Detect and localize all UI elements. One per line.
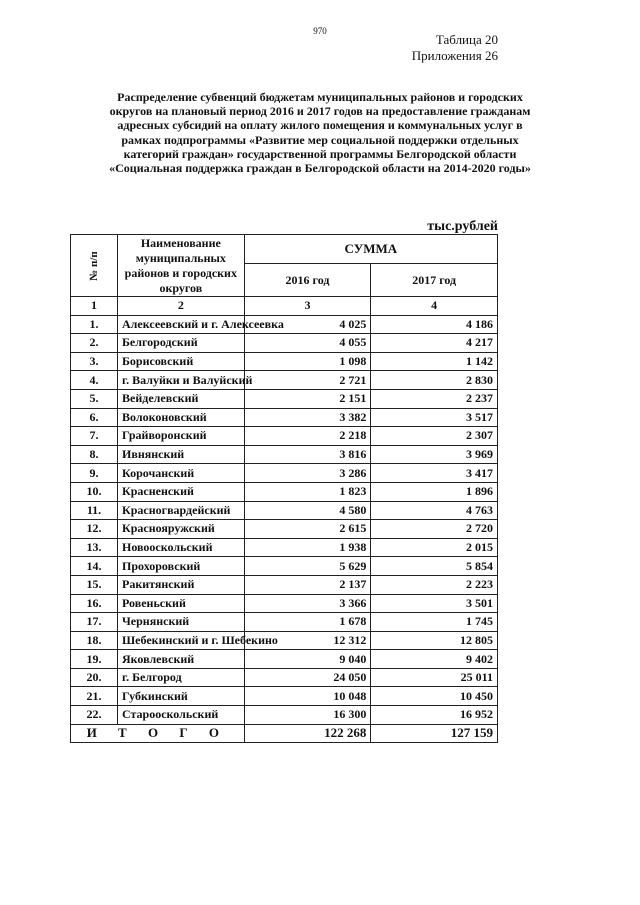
row-number: 5. bbox=[71, 389, 118, 408]
table-row bbox=[71, 315, 498, 334]
row-value-2016: 12 312 bbox=[244, 631, 371, 650]
row-number: 17. bbox=[71, 613, 118, 632]
table-row bbox=[71, 427, 498, 446]
row-value-2016: 3 816 bbox=[244, 445, 371, 464]
table-number: Таблица 20 bbox=[435, 32, 498, 47]
table-footer bbox=[71, 724, 498, 743]
row-value-2017: 4 217 bbox=[371, 334, 498, 353]
row-value-2017: 2 830 bbox=[371, 371, 498, 390]
row-name: Волоконовский bbox=[118, 408, 245, 427]
row-value-2016: 10 048 bbox=[244, 687, 371, 706]
title-line: рамках подпрограммы «Развитие мер социальной поддержки отдельных bbox=[121, 132, 519, 147]
row-number: 14. bbox=[71, 557, 118, 576]
row-name: Грайворонский bbox=[118, 427, 245, 446]
row-value-2016: 4 580 bbox=[244, 501, 371, 520]
table-row bbox=[71, 334, 498, 353]
row-number: 12. bbox=[71, 520, 118, 539]
table-row bbox=[71, 352, 498, 371]
row-name: Вейделевский bbox=[118, 389, 245, 408]
table-body bbox=[71, 315, 498, 724]
table-row bbox=[71, 557, 498, 576]
appendix-number: Приложения 26 bbox=[411, 48, 498, 63]
row-number: 21. bbox=[71, 687, 118, 706]
row-value-2016: 16 300 bbox=[244, 706, 371, 725]
table-row bbox=[71, 613, 498, 632]
row-name: г. Валуйки и Валуйский bbox=[118, 371, 245, 390]
row-name: Чернянский bbox=[118, 613, 245, 632]
row-number: 3. bbox=[71, 352, 118, 371]
row-value-2016: 3 382 bbox=[244, 408, 371, 427]
row-value-2017: 3 517 bbox=[371, 408, 498, 427]
row-number: 7. bbox=[71, 427, 118, 446]
title-line: категорий граждан» государственной программы Белгородской области bbox=[123, 146, 517, 161]
table-row bbox=[71, 389, 498, 408]
table-row bbox=[71, 594, 498, 613]
row-name: Новооскольский bbox=[118, 538, 245, 557]
row-value-2017: 1 142 bbox=[371, 352, 498, 371]
row-name: Старооскольский bbox=[118, 706, 245, 725]
row-value-2016: 24 050 bbox=[244, 668, 371, 687]
total-2017: 127 159 bbox=[371, 724, 498, 743]
column-index: 1 bbox=[71, 297, 118, 316]
row-value-2016: 1 678 bbox=[244, 613, 371, 632]
row-number: 15. bbox=[71, 575, 118, 594]
row-value-2017: 2 720 bbox=[371, 520, 498, 539]
row-value-2017: 5 854 bbox=[371, 557, 498, 576]
column-index: 4 bbox=[371, 297, 498, 316]
row-value-2016: 1 938 bbox=[244, 538, 371, 557]
row-value-2017: 4 186 bbox=[371, 315, 498, 334]
row-value-2017: 9 402 bbox=[371, 650, 498, 669]
row-value-2017: 12 805 bbox=[371, 631, 498, 650]
row-value-2016: 2 721 bbox=[244, 371, 371, 390]
row-name: Шебекинский и г. Шебекино bbox=[118, 631, 245, 650]
row-value-2017: 16 952 bbox=[371, 706, 498, 725]
row-value-2016: 4 025 bbox=[244, 315, 371, 334]
row-number: 4. bbox=[71, 371, 118, 390]
row-number: 18. bbox=[71, 631, 118, 650]
table-row bbox=[71, 706, 498, 725]
row-value-2016: 4 055 bbox=[244, 334, 371, 353]
row-number: 19. bbox=[71, 650, 118, 669]
row-number: 8. bbox=[71, 445, 118, 464]
header-2016: 2016 год bbox=[244, 264, 371, 297]
table-header bbox=[71, 235, 498, 316]
column-index: 3 bbox=[244, 297, 371, 316]
table-row bbox=[71, 575, 498, 594]
total-row bbox=[71, 724, 498, 743]
header-number bbox=[71, 235, 118, 297]
row-value-2016: 5 629 bbox=[244, 557, 371, 576]
table-row bbox=[71, 445, 498, 464]
row-name: Краснояружский bbox=[118, 520, 245, 539]
row-number: 22. bbox=[71, 706, 118, 725]
row-value-2017: 3 501 bbox=[371, 594, 498, 613]
title-line: округов на плановый период 2016 и 2017 годов на предоставление гражданам bbox=[109, 104, 531, 119]
row-name: Ивнянский bbox=[118, 445, 245, 464]
table-caption bbox=[412, 32, 498, 64]
row-value-2016: 2 137 bbox=[244, 575, 371, 594]
table-row bbox=[71, 501, 498, 520]
total-label: И Т О Г О bbox=[71, 724, 245, 743]
row-value-2017: 1 896 bbox=[371, 482, 498, 501]
table-row bbox=[71, 408, 498, 427]
document-title bbox=[70, 90, 570, 175]
row-number: 13. bbox=[71, 538, 118, 557]
row-value-2016: 1 823 bbox=[244, 482, 371, 501]
row-name: Корочанский bbox=[118, 464, 245, 483]
row-name: Белгородский bbox=[118, 334, 245, 353]
row-number: 11. bbox=[71, 501, 118, 520]
row-number: 2. bbox=[71, 334, 118, 353]
row-number: 6. bbox=[71, 408, 118, 427]
title-line: «Социальная поддержка граждан в Белгородской области на 2014-2020 годы» bbox=[109, 161, 531, 176]
table-row bbox=[71, 687, 498, 706]
table-row bbox=[71, 650, 498, 669]
row-name: Ровеньский bbox=[118, 594, 245, 613]
row-value-2016: 2 615 bbox=[244, 520, 371, 539]
row-name: Ракитянский bbox=[118, 575, 245, 594]
row-name: Прохоровский bbox=[118, 557, 245, 576]
title-line: Распределение субвенций бюджетам муниципальных районов и городских bbox=[117, 90, 523, 104]
row-name: Яковлевский bbox=[118, 650, 245, 669]
row-value-2017: 3 417 bbox=[371, 464, 498, 483]
row-value-2017: 3 969 bbox=[371, 445, 498, 464]
row-value-2017: 10 450 bbox=[371, 687, 498, 706]
table-row bbox=[71, 668, 498, 687]
row-name: г. Белгород bbox=[118, 668, 245, 687]
row-number: 10. bbox=[71, 482, 118, 501]
row-number: 16. bbox=[71, 594, 118, 613]
row-value-2017: 2 223 bbox=[371, 575, 498, 594]
row-number: 1. bbox=[71, 315, 118, 334]
total-2016: 122 268 bbox=[244, 724, 371, 743]
row-name: Красненский bbox=[118, 482, 245, 501]
units-label: тыс.рублей bbox=[427, 219, 498, 234]
row-name: Борисовский bbox=[118, 352, 245, 371]
row-value-2017: 1 745 bbox=[371, 613, 498, 632]
column-index: 2 bbox=[118, 297, 245, 316]
page-number: 970 bbox=[313, 26, 327, 36]
table-row bbox=[71, 464, 498, 483]
row-value-2017: 2 237 bbox=[371, 389, 498, 408]
header-number-label: № п/п bbox=[87, 251, 100, 281]
row-value-2016: 3 366 bbox=[244, 594, 371, 613]
column-index-row bbox=[71, 297, 498, 316]
header-sum: СУММА bbox=[244, 235, 497, 264]
table-row bbox=[71, 520, 498, 539]
header-name: Наименование муниципальных районов и городских округов bbox=[118, 235, 245, 297]
row-value-2016: 3 286 bbox=[244, 464, 371, 483]
header-2017: 2017 год bbox=[371, 264, 498, 297]
row-value-2017: 2 015 bbox=[371, 538, 498, 557]
row-name: Алексеевский и г. Алексеевка bbox=[118, 315, 245, 334]
table-row bbox=[71, 538, 498, 557]
row-value-2017: 25 011 bbox=[371, 668, 498, 687]
subsidy-table bbox=[70, 234, 498, 743]
row-value-2017: 2 307 bbox=[371, 427, 498, 446]
row-number: 20. bbox=[71, 668, 118, 687]
title-line: адресных субсидий на оплату жилого помещения и коммунальных услуг в bbox=[117, 118, 523, 133]
table-row bbox=[71, 482, 498, 501]
row-value-2016: 9 040 bbox=[244, 650, 371, 669]
row-name: Красногвардейский bbox=[118, 501, 245, 520]
table-row bbox=[71, 631, 498, 650]
row-value-2016: 2 151 bbox=[244, 389, 371, 408]
row-value-2017: 4 763 bbox=[371, 501, 498, 520]
row-name: Губкинский bbox=[118, 687, 245, 706]
row-value-2016: 2 218 bbox=[244, 427, 371, 446]
row-value-2016: 1 098 bbox=[244, 352, 371, 371]
row-number: 9. bbox=[71, 464, 118, 483]
table-row bbox=[71, 371, 498, 390]
